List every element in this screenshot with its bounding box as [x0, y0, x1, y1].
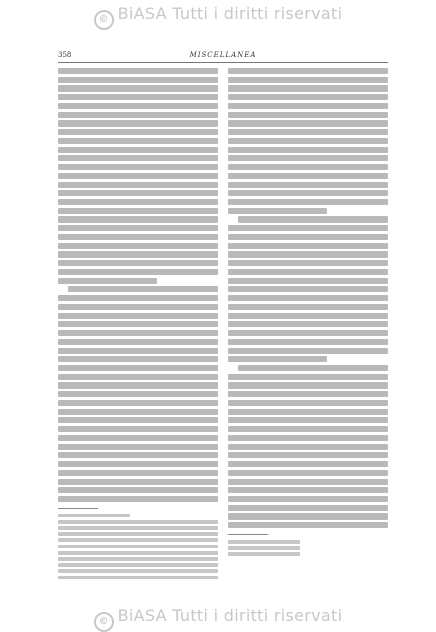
text-line — [228, 120, 388, 126]
text-line — [58, 295, 218, 301]
footnote-line — [58, 545, 218, 549]
text-line — [228, 199, 388, 205]
text-line — [58, 365, 218, 371]
page-number: 358 — [58, 51, 72, 59]
text-line — [228, 400, 388, 406]
biasa-logo-icon: © — [94, 10, 114, 30]
watermark-bottom-text: BiASA Tutti i diritti riservati — [117, 606, 343, 625]
watermark-top-text: BiASA Tutti i diritti riservati — [117, 4, 343, 23]
text-line — [58, 278, 157, 284]
text-line — [58, 77, 218, 83]
text-line — [58, 391, 218, 397]
footnote-line — [58, 514, 130, 518]
text-line — [228, 173, 388, 179]
text-line — [58, 313, 218, 319]
text-line — [58, 330, 218, 336]
text-line — [58, 260, 218, 266]
text-line — [228, 225, 388, 231]
text-line — [58, 190, 218, 196]
text-line — [228, 260, 388, 266]
text-line — [228, 374, 388, 380]
text-line — [228, 94, 388, 100]
text-line — [238, 365, 388, 371]
text-line — [58, 461, 218, 467]
text-line — [58, 182, 218, 188]
text-line — [58, 444, 218, 450]
text-line — [228, 269, 388, 275]
text-line — [58, 426, 218, 432]
text-line — [228, 208, 327, 214]
biasa-logo-icon: © — [94, 612, 114, 632]
text-line — [228, 234, 388, 240]
text-line — [58, 382, 218, 388]
text-line — [228, 505, 388, 511]
footnote-line — [58, 557, 218, 561]
text-line — [228, 444, 388, 450]
text-line — [58, 129, 218, 135]
footnote-line — [228, 552, 300, 556]
text-line — [228, 68, 388, 74]
footnote-line — [58, 569, 218, 573]
text-line — [58, 94, 218, 100]
text-line — [228, 470, 388, 476]
text-line — [58, 208, 218, 214]
text-line — [228, 391, 388, 397]
text-line — [228, 339, 388, 345]
text-line — [58, 417, 218, 423]
text-line — [58, 374, 218, 380]
text-line — [228, 356, 327, 362]
footnote-line — [58, 551, 218, 555]
text-line — [228, 435, 388, 441]
text-line — [58, 85, 218, 91]
text-line — [228, 513, 388, 519]
text-line — [58, 321, 218, 327]
footnote-line — [58, 520, 218, 524]
text-line — [58, 348, 218, 354]
text-line — [58, 452, 218, 458]
text-line — [58, 479, 218, 485]
text-line — [228, 487, 388, 493]
text-line — [58, 470, 218, 476]
text-line — [228, 243, 388, 249]
text-line — [238, 216, 388, 222]
text-line — [228, 103, 388, 109]
text-line — [58, 68, 218, 74]
text-line — [228, 330, 388, 336]
text-line — [58, 234, 218, 240]
text-line — [58, 409, 218, 415]
text-line — [228, 286, 388, 292]
right-column — [228, 68, 388, 580]
text-line — [228, 417, 388, 423]
page-header — [58, 50, 388, 63]
footnote-line — [58, 538, 218, 542]
text-line — [228, 85, 388, 91]
document-page — [58, 50, 388, 580]
footnote-line — [228, 540, 300, 544]
footnote-line — [58, 576, 218, 580]
text-line — [58, 339, 218, 345]
text-line — [228, 452, 388, 458]
footnote-line — [228, 546, 300, 550]
text-line — [228, 313, 388, 319]
text-line — [228, 190, 388, 196]
text-line — [228, 182, 388, 188]
text-line — [228, 164, 388, 170]
text-line — [228, 304, 388, 310]
text-line — [58, 496, 218, 502]
text-line — [228, 496, 388, 502]
watermark-bottom — [0, 606, 436, 632]
text-line — [228, 295, 388, 301]
text-line — [228, 112, 388, 118]
text-line — [58, 225, 218, 231]
text-line — [228, 278, 388, 284]
text-line — [228, 409, 388, 415]
text-line — [58, 243, 218, 249]
text-line — [58, 147, 218, 153]
text-line — [58, 155, 218, 161]
footnote-line — [58, 526, 218, 530]
text-line — [58, 435, 218, 441]
text-line — [68, 286, 218, 292]
text-line — [228, 321, 388, 327]
text-line — [228, 522, 388, 528]
text-line — [58, 120, 218, 126]
watermark-top — [0, 4, 436, 30]
running-title: MISCELLANEA — [189, 51, 257, 59]
text-line — [228, 382, 388, 388]
text-line — [228, 77, 388, 83]
text-line — [58, 304, 218, 310]
text-line — [228, 138, 388, 144]
text-line — [228, 461, 388, 467]
text-line — [58, 164, 218, 170]
text-line — [58, 112, 218, 118]
text-line — [58, 173, 218, 179]
text-line — [58, 216, 218, 222]
text-line — [58, 199, 218, 205]
text-line — [228, 348, 388, 354]
text-line — [58, 400, 218, 406]
text-line — [58, 251, 218, 257]
text-line — [228, 426, 388, 432]
text-columns — [58, 68, 388, 580]
text-line — [58, 269, 218, 275]
text-line — [228, 147, 388, 153]
footnote-line — [58, 563, 218, 567]
left-column — [58, 68, 218, 580]
footnote-separator — [58, 508, 98, 509]
text-line — [58, 103, 218, 109]
text-line — [228, 129, 388, 135]
text-line — [228, 479, 388, 485]
text-line — [228, 251, 388, 257]
text-line — [58, 356, 218, 362]
text-line — [58, 138, 218, 144]
text-line — [228, 155, 388, 161]
footnote-separator — [228, 534, 268, 535]
text-line — [58, 487, 218, 493]
footnote-line — [58, 532, 218, 536]
